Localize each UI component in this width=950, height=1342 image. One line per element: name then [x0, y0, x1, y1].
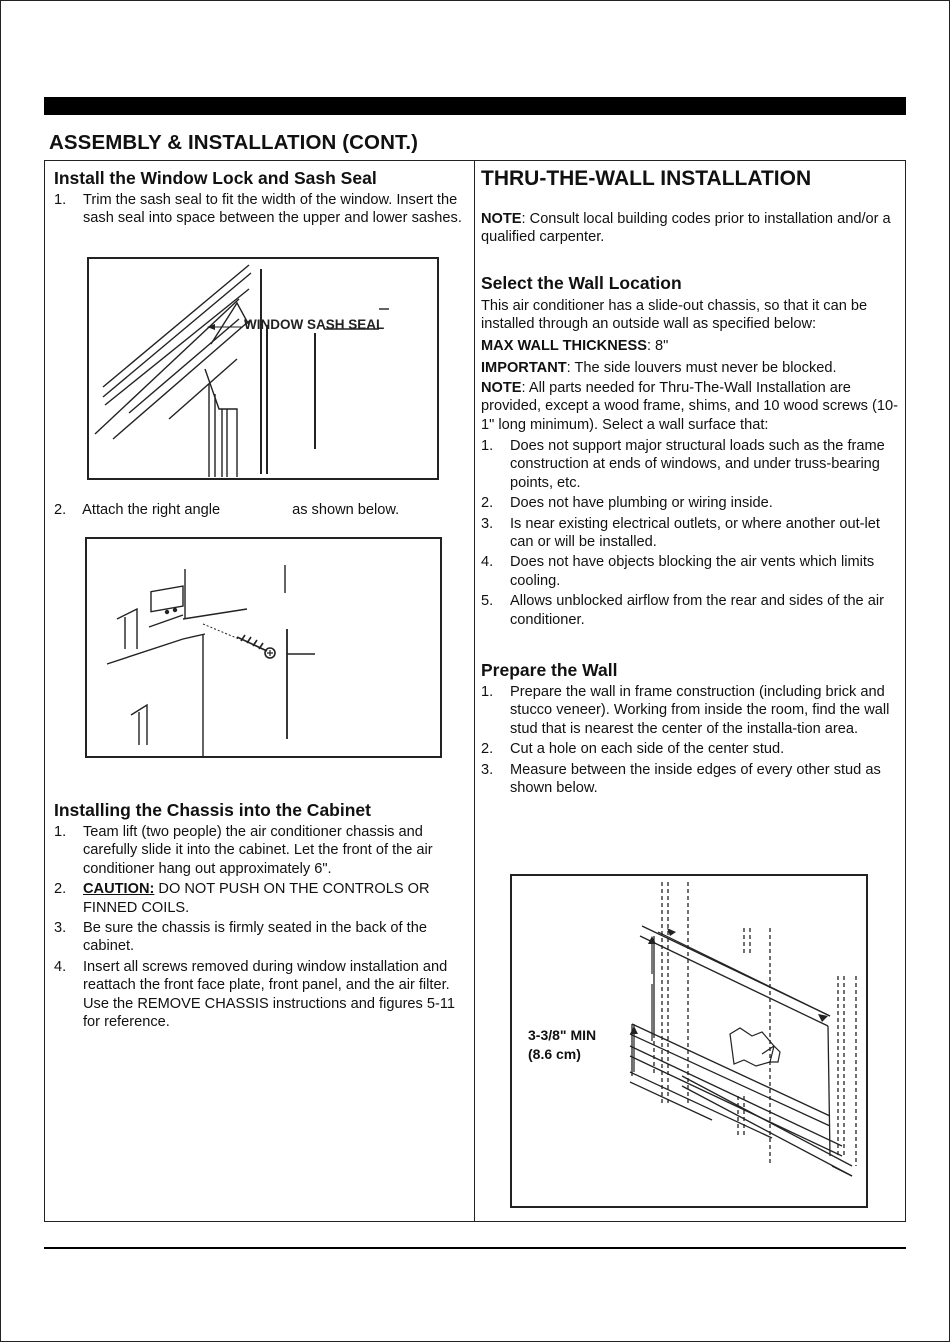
step-number: 3. — [54, 920, 67, 937]
step-text: Cut a hole on each side of the center stud. — [510, 741, 785, 758]
max-wall-thickness — [481, 337, 901, 355]
dimension-line-1: 3-3/8" MIN — [528, 1027, 597, 1043]
max-label: MAX WALL THICKNESS — [481, 338, 647, 354]
step-number: 2. — [481, 741, 494, 758]
sash-seal-callout: WINDOW SASH SEAL — [244, 317, 385, 332]
note-label: NOTE — [481, 211, 522, 227]
list-item — [54, 958, 468, 1032]
step-number: 3. — [481, 761, 494, 778]
note-text: : Consult local building codes prior to installation and/or a qualified carpenter. — [481, 211, 891, 246]
prepare-wall-heading: Prepare the Wall — [481, 660, 618, 680]
step-text: Prepare the wall in frame construction (including brick and stucco veneer). Working from inside the room, find the wall stud that is nearest the center of the installa-tion area. — [510, 684, 890, 737]
step-text-part-1: Attach the right angle — [82, 502, 221, 518]
step-number: 1. — [54, 192, 67, 208]
wall-location-heading: Select the Wall Location — [481, 273, 682, 293]
list-item — [54, 823, 468, 878]
step-number: 3. — [481, 515, 494, 532]
step-text: Measure between the inside edges of every other stud as shown below. — [510, 761, 881, 797]
list-item — [481, 761, 901, 798]
step-number: 4. — [54, 958, 67, 975]
list-item — [54, 880, 468, 917]
bracket-drawing — [87, 539, 444, 760]
sash-seal-drawing — [89, 259, 441, 482]
thru-wall-heading: THRU-THE-WALL INSTALLATION — [481, 167, 812, 190]
list-item — [481, 494, 901, 512]
step-2-attach-angle — [54, 501, 468, 519]
dimension-label — [528, 1026, 596, 1064]
step-text: DO NOT PUSH ON THE CONTROLS OR FINNED COILS. — [83, 881, 430, 916]
wall-stud-figure — [510, 874, 868, 1208]
page-title: ASSEMBLY & INSTALLATION (CONT.) — [49, 131, 419, 154]
step-number: 2. — [481, 495, 494, 512]
important-note — [481, 359, 901, 377]
step-text: Does not have plumbing or wiring inside. — [510, 495, 773, 512]
step-number: 4. — [481, 554, 494, 571]
chassis-steps — [54, 823, 468, 1033]
window-lock-heading: Install the Window Lock and Sash Seal — [54, 168, 377, 188]
window-lock-steps — [54, 191, 468, 230]
list-item — [481, 515, 901, 552]
note-label: NOTE — [481, 380, 522, 396]
important-label: IMPORTANT — [481, 360, 567, 376]
header-bar — [44, 97, 906, 115]
wall-location-intro: This air conditioner has a slide-out chassis, so that it can be installed through an outside wall as specified below: — [481, 298, 868, 333]
step-text-part-2: as shown below. — [292, 502, 400, 518]
list-item — [481, 683, 901, 738]
step-number: 2. — [54, 881, 67, 898]
step-text: Does not have objects blocking the air vents which limits cooling. — [510, 554, 875, 589]
step-text: Is near existing electrical outlets, or where another out-let can or will be installed. — [510, 515, 880, 551]
step-number: 1. — [481, 438, 494, 454]
list-item — [481, 437, 901, 492]
parts-note — [481, 379, 901, 434]
sash-seal-figure — [87, 257, 439, 480]
list-item — [54, 191, 468, 228]
thru-wall-note — [481, 210, 899, 247]
list-item — [481, 592, 901, 629]
list-item — [481, 740, 901, 758]
step-number: 5. — [481, 593, 494, 610]
step-number: 1. — [54, 824, 67, 840]
dimension-line-2: (8.6 cm) — [528, 1046, 581, 1062]
step-text: Trim the sash seal to fit the width of the window. Insert the sash seal into space between the upper and lower sashes. — [83, 192, 462, 227]
caution-label: CAUTION: — [83, 881, 155, 898]
list-item — [54, 919, 468, 956]
footer-rule — [44, 1247, 906, 1249]
step-text: Team lift (two people) the air conditioner chassis and carefully slide it into the cabinet. Let the front of the air conditioner hang out approximately 6". — [83, 824, 433, 877]
step-text: Allows unblocked airflow from the rear and sides of the air conditioner. — [510, 593, 884, 628]
step-text: Insert all screws removed during window installation and reattach the front face plate, front panel, and the air filter. Use the REMOVE CHASSIS instructions and figures 5-11 for reference. — [83, 958, 456, 1031]
prepare-wall-steps — [481, 683, 901, 799]
note-text: : All parts needed for Thru-The-Wall Installation are provided, except a wood frame, shims, and 10 wood screws (10-1" long minimum). Select a wall surface that: — [481, 380, 898, 433]
important-text: : The side louvers must never be blocked. — [566, 360, 837, 376]
max-text: : 8" — [646, 338, 669, 354]
step-number: 1. — [481, 684, 494, 700]
chassis-heading: Installing the Chassis into the Cabinet — [54, 800, 371, 820]
step-text: Does not support major structural loads such as the frame construction at ends of windows, and under truss-bearing points, etc. — [510, 438, 885, 491]
list-item — [481, 553, 901, 590]
step-text: Be sure the chassis is firmly seated in the back of the cabinet. — [83, 920, 427, 955]
wall-location-steps — [481, 437, 901, 631]
bracket-figure — [85, 537, 442, 758]
step-number: 2. — [54, 502, 67, 518]
